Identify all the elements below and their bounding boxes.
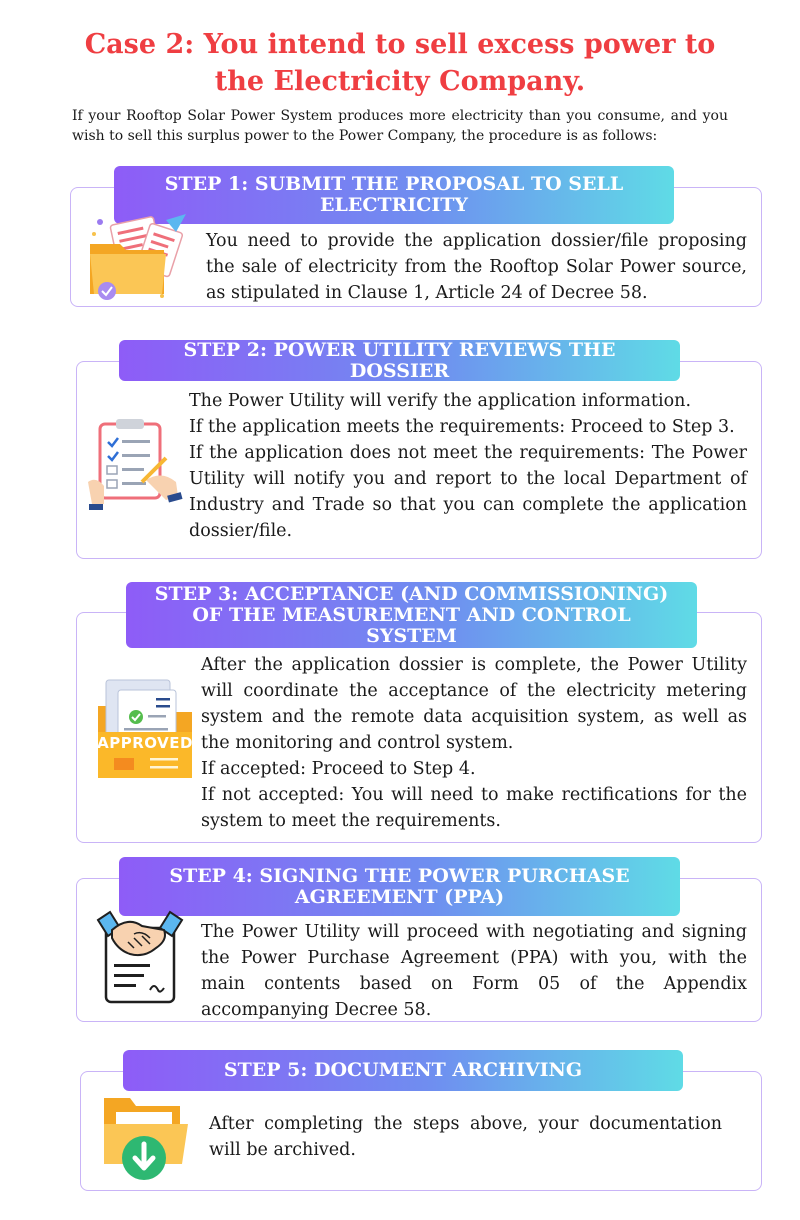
step-3-line-3: If not accepted: You will need to make rectifications for the system to meet the requirements. bbox=[201, 785, 747, 831]
step-5-line: After completing the steps above, your documentation will be archived. bbox=[209, 1114, 722, 1160]
page-title: Case 2: You intend to sell excess power to the Electricity Company. bbox=[84, 29, 716, 97]
approved-label: APPROVED bbox=[97, 734, 193, 752]
step-5-text bbox=[209, 1111, 722, 1163]
step-4-line: The Power Utility will proceed with negotiating and signing the Power Purchase Agreement (PPA) with you, with the main contents based on Form 05 of the Appendix accompanying Decree 58. bbox=[201, 922, 747, 1020]
folder-download-icon bbox=[102, 1094, 190, 1182]
step-5-banner bbox=[123, 1050, 683, 1091]
folder-documents-icon bbox=[86, 212, 196, 302]
intro-paragraph: If your Rooftop Solar Power System produces more electricity than you consume, and you wish to sell this surplus power to the Power Company, the procedure is as follows: bbox=[72, 108, 728, 144]
step-3-line-1: After the application dossier is complete, the Power Utility will coordinate the acceptance of the electricity metering system and the remote data acquisition system, as well as the monitoring and control system. bbox=[201, 655, 747, 753]
step-2-line-2: If the application meets the requirements: Proceed to Step 3. bbox=[189, 417, 735, 437]
handshake-contract-icon bbox=[94, 910, 186, 1006]
step-2-heading: STEP 2: POWER UTILITY REVIEWS THE DOSSIER bbox=[183, 338, 616, 382]
step-4-heading: STEP 4: SIGNING THE POWER PURCHASE AGREEMENT (PPA) bbox=[169, 864, 630, 908]
step-1-line: You need to provide the application dossier/file proposing the sale of electricity from the Rooftop Solar Power source, as stipulated in Clause 1, Article 24 of Decree 58. bbox=[206, 231, 747, 303]
step-1-banner bbox=[114, 166, 674, 224]
step-2-text bbox=[189, 388, 747, 544]
clipboard-checklist-icon bbox=[86, 418, 186, 512]
step-2-line-1: The Power Utility will verify the application information. bbox=[189, 391, 692, 411]
step-3-text bbox=[201, 652, 747, 834]
step-3-heading: STEP 3: ACCEPTANCE (AND COMMISSIONING) OF THE MEASUREMENT AND CONTROL SYSTEM bbox=[154, 582, 669, 647]
step-4-text bbox=[201, 919, 747, 1023]
step-2-banner bbox=[119, 340, 680, 381]
step-3-banner bbox=[126, 582, 697, 648]
approved-folder-icon bbox=[96, 678, 194, 780]
step-5-heading: STEP 5: DOCUMENT ARCHIVING bbox=[223, 1059, 583, 1081]
step-1-heading: STEP 1: SUBMIT THE PROPOSAL TO SELL ELECTRICITY bbox=[164, 173, 624, 216]
step-4-banner bbox=[119, 857, 680, 916]
step-1-text bbox=[206, 228, 747, 306]
step-2-line-3: If the application does not meet the requirements: The Power Utility will notify you and report to the local Department of Industry and Trade so that you can complete the application dossier/file. bbox=[189, 443, 747, 541]
step-3-line-2: If accepted: Proceed to Step 4. bbox=[201, 759, 476, 779]
